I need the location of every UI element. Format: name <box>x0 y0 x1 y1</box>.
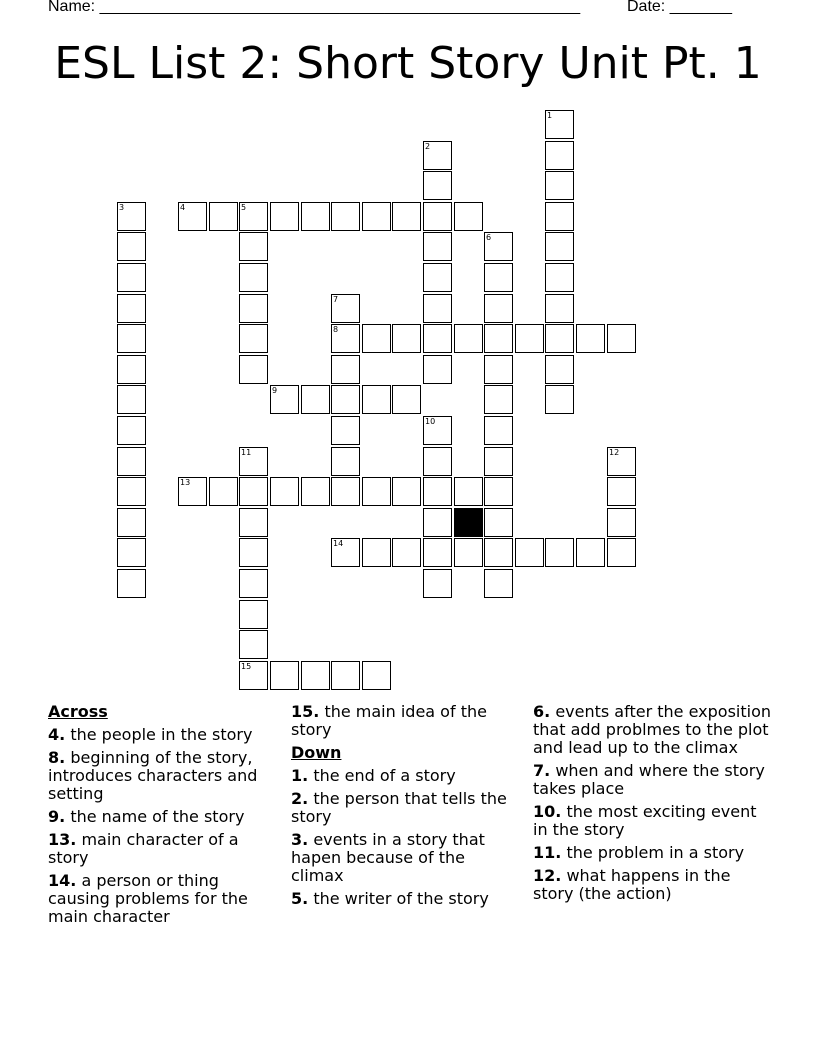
crossword-cell[interactable] <box>545 171 574 200</box>
crossword-cell[interactable] <box>484 294 513 323</box>
crossword-cell[interactable] <box>607 508 636 537</box>
crossword-cell[interactable] <box>117 447 146 476</box>
clue-number: 15 <box>241 662 252 671</box>
crossword-cell[interactable] <box>454 324 483 353</box>
clue-down-7: 7. when and where the story takes place <box>533 761 765 798</box>
crossword-cell[interactable] <box>270 661 299 690</box>
clue-down-3: 3. events in a story that hapen because of the climax <box>291 830 485 885</box>
crossword-cell[interactable] <box>117 355 146 384</box>
clue-across-13: 13. main character of a story <box>48 830 239 867</box>
crossword-cell[interactable] <box>484 385 513 414</box>
crossword-cell[interactable] <box>178 202 207 231</box>
crossword-cell[interactable] <box>301 202 330 231</box>
crossword-cell[interactable] <box>454 477 483 506</box>
clue-down-10: 10. the most exciting event in the story <box>533 802 757 839</box>
crossword-cell[interactable] <box>576 538 605 567</box>
crossword-cell[interactable] <box>239 538 268 567</box>
crossword-cell[interactable] <box>117 294 146 323</box>
crossword-cell[interactable] <box>423 232 452 261</box>
crossword-cell[interactable] <box>392 324 421 353</box>
crossword-cell[interactable] <box>392 202 421 231</box>
crossword-cell[interactable] <box>545 294 574 323</box>
crossword-cell[interactable] <box>117 569 146 598</box>
crossword-cell[interactable] <box>484 355 513 384</box>
crossword-cell[interactable] <box>239 600 268 629</box>
crossword-cell[interactable] <box>331 202 360 231</box>
crossword-cell[interactable] <box>209 477 238 506</box>
crossword-cell[interactable] <box>331 661 360 690</box>
crossword-cell[interactable] <box>117 232 146 261</box>
crossword-cell[interactable] <box>331 477 360 506</box>
clue-number: 6 <box>486 233 492 242</box>
crossword-cell[interactable] <box>423 538 452 567</box>
crossword-cell[interactable] <box>301 477 330 506</box>
crossword-cell[interactable] <box>607 324 636 353</box>
crossword-cell[interactable] <box>239 477 268 506</box>
clue-number: 4 <box>180 203 186 212</box>
crossword-cell[interactable] <box>362 538 391 567</box>
crossword-cell[interactable] <box>545 385 574 414</box>
crossword-cell[interactable] <box>392 385 421 414</box>
crossword-cell[interactable] <box>178 477 207 506</box>
clues-column-3 <box>533 703 773 908</box>
crossword-cell[interactable] <box>423 324 452 353</box>
crossword-cell[interactable] <box>545 141 574 170</box>
down-heading: Down <box>291 743 342 762</box>
crossword-cell[interactable] <box>515 538 544 567</box>
crossword-cell[interactable] <box>239 355 268 384</box>
crossword-cell[interactable] <box>117 538 146 567</box>
crossword-cell[interactable] <box>423 416 452 445</box>
crossword-cell[interactable] <box>362 385 391 414</box>
clue-number: 2 <box>425 142 431 151</box>
clue-down-6: 6. events after the exposition that add problmes to the plot and lead up to the climax <box>533 702 771 757</box>
clue-across-4: 4. the people in the story <box>48 725 253 744</box>
crossword-cell[interactable] <box>362 324 391 353</box>
crossword-cell[interactable] <box>239 263 268 292</box>
crossword-cell[interactable] <box>423 171 452 200</box>
crossword-cell[interactable] <box>362 202 391 231</box>
clue-down-12: 12. what happens in the story (the action) <box>533 866 731 903</box>
crossword-cell[interactable] <box>331 324 360 353</box>
crossword-cell[interactable] <box>545 202 574 231</box>
clues-column-1 <box>48 703 278 931</box>
crossword-cell[interactable] <box>239 630 268 659</box>
crossword-cell[interactable] <box>239 569 268 598</box>
crossword-cell[interactable] <box>423 294 452 323</box>
crossword-cell[interactable] <box>423 508 452 537</box>
clue-across-14: 14. a person or thing causing problems for the main character <box>48 871 248 926</box>
crossword-cell[interactable] <box>117 416 146 445</box>
clue-down-5: 5. the writer of the story <box>291 889 489 908</box>
crossword-cell[interactable] <box>423 569 452 598</box>
crossword-cell[interactable] <box>239 232 268 261</box>
crossword-cell[interactable] <box>301 385 330 414</box>
clue-number: 14 <box>333 539 344 548</box>
clue-down-1: 1. the end of a story <box>291 766 456 785</box>
crossword-cell[interactable] <box>117 385 146 414</box>
crossword-cell[interactable] <box>239 447 268 476</box>
crossword-cell[interactable] <box>484 538 513 567</box>
crossword-cell[interactable] <box>331 355 360 384</box>
clue-across-9: 9. the name of the story <box>48 807 245 826</box>
crossword-cell[interactable] <box>270 477 299 506</box>
crossword-cell[interactable] <box>454 538 483 567</box>
clue-number: 7 <box>333 295 339 304</box>
black-square <box>454 508 483 537</box>
crossword-cell[interactable] <box>239 508 268 537</box>
crossword-cell[interactable] <box>117 508 146 537</box>
crossword-cell[interactable] <box>423 141 452 170</box>
crossword-cell[interactable] <box>423 202 452 231</box>
crossword-cell[interactable] <box>117 324 146 353</box>
crossword-cell[interactable] <box>239 324 268 353</box>
crossword-cell[interactable] <box>331 294 360 323</box>
crossword-cell[interactable] <box>239 294 268 323</box>
crossword-cell[interactable] <box>270 202 299 231</box>
crossword-cell[interactable] <box>239 661 268 690</box>
clue-number: 9 <box>272 386 278 395</box>
crossword-cell[interactable] <box>484 447 513 476</box>
crossword-cell[interactable] <box>484 508 513 537</box>
crossword-cell[interactable] <box>454 202 483 231</box>
crossword-cell[interactable] <box>607 538 636 567</box>
clues-column-2 <box>291 703 521 913</box>
crossword-cell[interactable] <box>362 477 391 506</box>
crossword-cell[interactable] <box>392 477 421 506</box>
crossword-cell[interactable] <box>484 416 513 445</box>
crossword-cell[interactable] <box>331 385 360 414</box>
clue-number: 1 <box>547 111 553 120</box>
crossword-cell[interactable] <box>576 324 605 353</box>
crossword-cell[interactable] <box>117 477 146 506</box>
crossword-cell[interactable] <box>362 661 391 690</box>
date-field[interactable]: Date: _______ <box>627 0 732 15</box>
across-heading: Across <box>48 702 108 721</box>
clue-number: 8 <box>333 325 339 334</box>
crossword-cell[interactable] <box>392 538 421 567</box>
crossword-cell[interactable] <box>423 263 452 292</box>
crossword-cell[interactable] <box>484 324 513 353</box>
crossword-cell[interactable] <box>331 447 360 476</box>
clue-number: 11 <box>241 448 252 457</box>
page-title: ESL List 2: Short Story Unit Pt. 1 <box>54 38 762 89</box>
crossword-cell[interactable] <box>607 477 636 506</box>
crossword-cell[interactable] <box>484 477 513 506</box>
clue-number: 13 <box>180 478 191 487</box>
crossword-cell[interactable] <box>423 355 452 384</box>
crossword-cell[interactable] <box>423 477 452 506</box>
clue-number: 12 <box>609 448 620 457</box>
clue-number: 5 <box>241 203 247 212</box>
crossword-cell[interactable] <box>331 538 360 567</box>
crossword-cell[interactable] <box>239 202 268 231</box>
crossword-cell[interactable] <box>484 569 513 598</box>
crossword-cell[interactable] <box>423 447 452 476</box>
crossword-cell[interactable] <box>270 385 299 414</box>
crossword-cell[interactable] <box>545 538 574 567</box>
clue-number: 3 <box>119 203 125 212</box>
crossword-cell[interactable] <box>545 110 574 139</box>
clue-down-2: 2. the person that tells the story <box>291 789 507 826</box>
crossword-cell[interactable] <box>515 324 544 353</box>
crossword-cell[interactable] <box>117 263 146 292</box>
crossword-cell[interactable] <box>545 263 574 292</box>
crossword-cell[interactable] <box>484 232 513 261</box>
crossword-cell[interactable] <box>545 355 574 384</box>
crossword-cell[interactable] <box>209 202 238 231</box>
crossword-cell[interactable] <box>545 324 574 353</box>
crossword-cell[interactable] <box>607 447 636 476</box>
crossword-cell[interactable] <box>484 263 513 292</box>
crossword-cell[interactable] <box>331 416 360 445</box>
name-field[interactable]: Name: ______________________________________________________ <box>48 0 581 15</box>
clue-number: 10 <box>425 417 436 426</box>
crossword-cell[interactable] <box>301 661 330 690</box>
clue-across-15: 15. the main idea of the story <box>291 702 487 739</box>
crossword-cell[interactable] <box>117 202 146 231</box>
clue-across-8: 8. beginning of the story, introduces characters and setting <box>48 748 258 803</box>
clue-down-11: 11. the problem in a story <box>533 843 745 862</box>
crossword-cell[interactable] <box>545 232 574 261</box>
